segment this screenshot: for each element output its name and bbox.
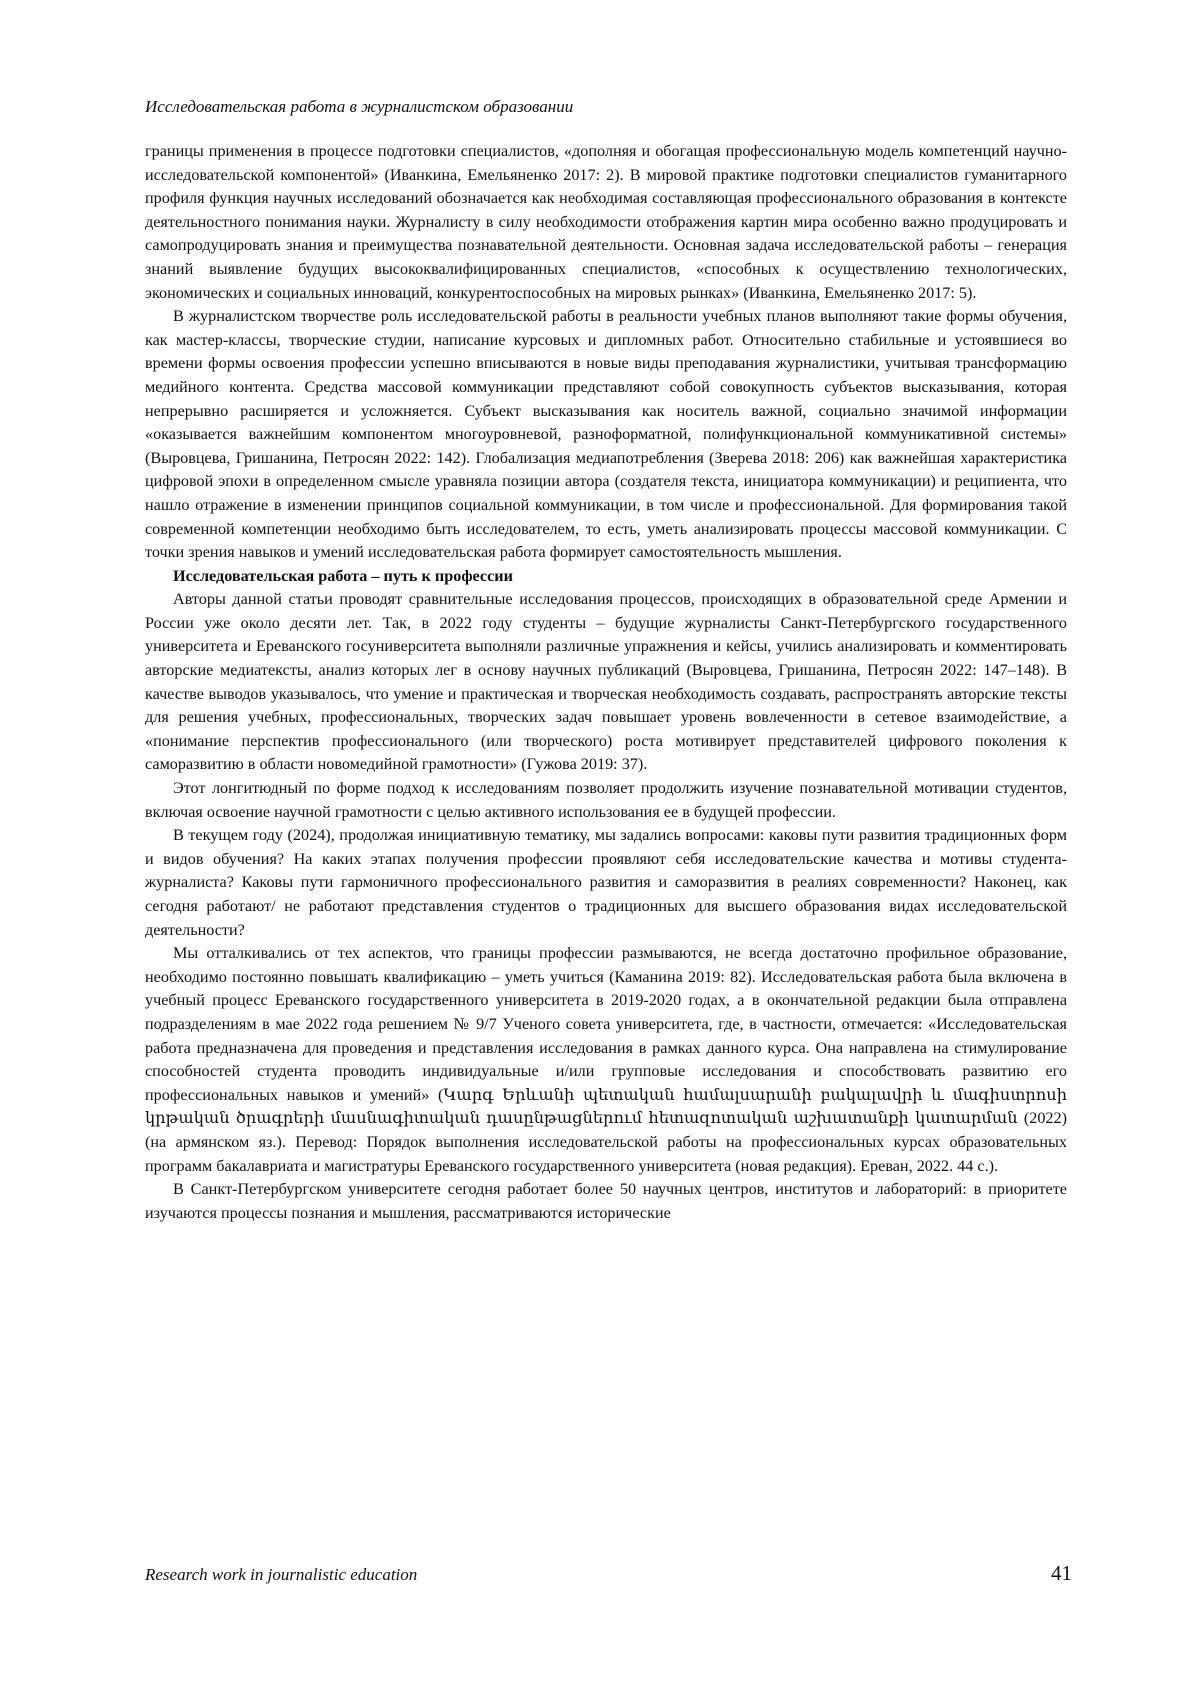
paragraph-6: Мы отталкивались от тех аспектов, что границы профессии размываются, не всегда достаточно профильное образование, необходимо постоянно повышать квалификацию – уметь учиться (Каманина 2019: 82). Исследовательская работа была включена в учебный процесс Ереванского государственного университета в 2019-2020 годах, а в окончательной редакции была отправлена подразделениям в мае 2022 года решением № 9/7 Ученого совета университета, где, в частности, отмечается: «Исследовательская работа предназначена для проведения и представления исследования в рамках данного курса. Она направлена на стимулирование способностей студента проводить индивидуальные и/или групповые исследования и способствовать развитию его профессиональных навыков и умений» (Կարգ Երևանի պետական համալսարանի բակալավրի և մագիստրոսի կրթական ծրագրերի մասնագիտական դասընթացներում հետազոտական աշխատանքի կատարման (2022) (на армянском яз.). Перевод: Порядок выполнения исследовательской работы на профессиональных курсах образовательных программ бакалавриата и магистратуры Ереванского государственного университета (новая редакция). Ереван, 2022. 44 с.). xyxy=(145,944,1067,1175)
paragraph-4: Этот лонгитюдный по форме подход к исследованиям позволяет продолжить изучение познавательной мотивации студентов, включая освоение научной грамотности с целью активного использования ее в будущей профессии. xyxy=(145,779,1067,821)
article-body xyxy=(145,140,1067,1225)
paragraph-7: В Санкт-Петербургском университете сегодня работает более 50 научных центров, институтов и лабораторий: в приоритете изучаются процессы познания и мышления, рассматриваются исторические xyxy=(145,1180,1067,1222)
paragraph-2: В журналистском творчестве роль исследовательской работы в реальности учебных планов выполняют такие формы обучения, как мастер-классы, творческие студии, написание курсовых и дипломных работ. Относительно стабильные и устоявшиеся во времени формы освоения профессии успешно вписываются в новые виды преподавания журналистики, учитывая трансформацию медийного контента. Средства массовой коммуникации представляют собой совокупность субъектов высказывания, которая непрерывно расширяется и усложняется. Субъект высказывания как носитель важной, социально значимой информации «оказывается важнейшим компонентом многоуровневой, разноформатной, полифункциональной коммуникативной системы» (Выровцева, Гришанина, Петросян 2022: 142). Глобализация медиапотребления (Зверева 2018: 206) как важнейшая характеристика цифровой эпохи в определенном смысле уравняла позиции автора (создателя текста, инициатора коммуникации) и реципиента, что нашло отражение в изменении принципов социальной коммуникации, в том числе и профессиональной. Для формирования такой современной компетенции необходимо быть исследователем, то есть, уметь анализировать процессы массовой коммуникации. С точки зрения навыков и умений исследовательская работа формирует самостоятельность мышления. xyxy=(145,307,1067,562)
running-header: Исследовательская работа в журналистском образовании xyxy=(145,97,574,116)
page-number: 41 xyxy=(1051,1561,1072,1585)
running-footer: Research work in journalistic education xyxy=(145,1565,418,1584)
paragraph-3: Авторы данной статьи проводят сравнительные исследования процессов, происходящих в образовательной среде Армении и России уже около десяти лет. Так, в 2022 году студенты – будущие журналисты Санкт-Петербургского государственного университета и Ереванского госуниверситета выполняли различные упражнения и кейсы, учились анализировать и комментировать авторские медиатексты, анализ которых лег в основу научных публикаций (Выровцева, Гришанина, Петросян 2022: 147–148). В качестве выводов указывалось, что умение и практическая и творческая необходимость создавать, распространять авторские тексты для решения учебных, профессиональных, творческих задач повышает уровень вовлеченности в сетевое взаимодействие, а «понимание перспектив профессионального (или творческого) роста мотивирует представителей цифрового поколения к саморазвитию в области новомедийной грамотности» (Гужова 2019: 37). xyxy=(145,590,1067,774)
paragraph-1: границы применения в процессе подготовки специалистов, «дополняя и обогащая профессиональную модель компетенций научно-исследовательской компонентой» (Иванкина, Емельяненко 2017: 2). В мировой практике подготовки специалистов гуманитарного профиля функция научных исследований обозначается как необходимая составляющая профессионального образования в контексте деятельностного понимания науки. Журналисту в силу необходимости отображения картин мира особенно важно продуцировать и самопродуцировать знания и преимущества познавательной деятельности. Основная задача исследовательской работы – генерация знаний выявление будущих высококвалифицированных специалистов, «способных к осуществлению технологических, экономических и социальных инноваций, конкурентоспособных на мировых рынках» (Иванкина, Емельяненко 2017: 5). xyxy=(145,142,1067,302)
paragraph-5: В текущем году (2024), продолжая инициативную тематику, мы задались вопросами: каковы пути развития традиционных форм и видов обучения? На каких этапах получения профессии проявляют себя исследовательские качества и мотивы студента-журналиста? Каковы пути гармоничного профессионального развития и саморазвития в реалиях современности? Наконец, как сегодня работают/ не работают представления студентов о традиционных для высшего образования видах исследовательской деятельности? xyxy=(145,826,1067,939)
section-heading: Исследовательская работа – путь к профессии xyxy=(173,566,513,585)
